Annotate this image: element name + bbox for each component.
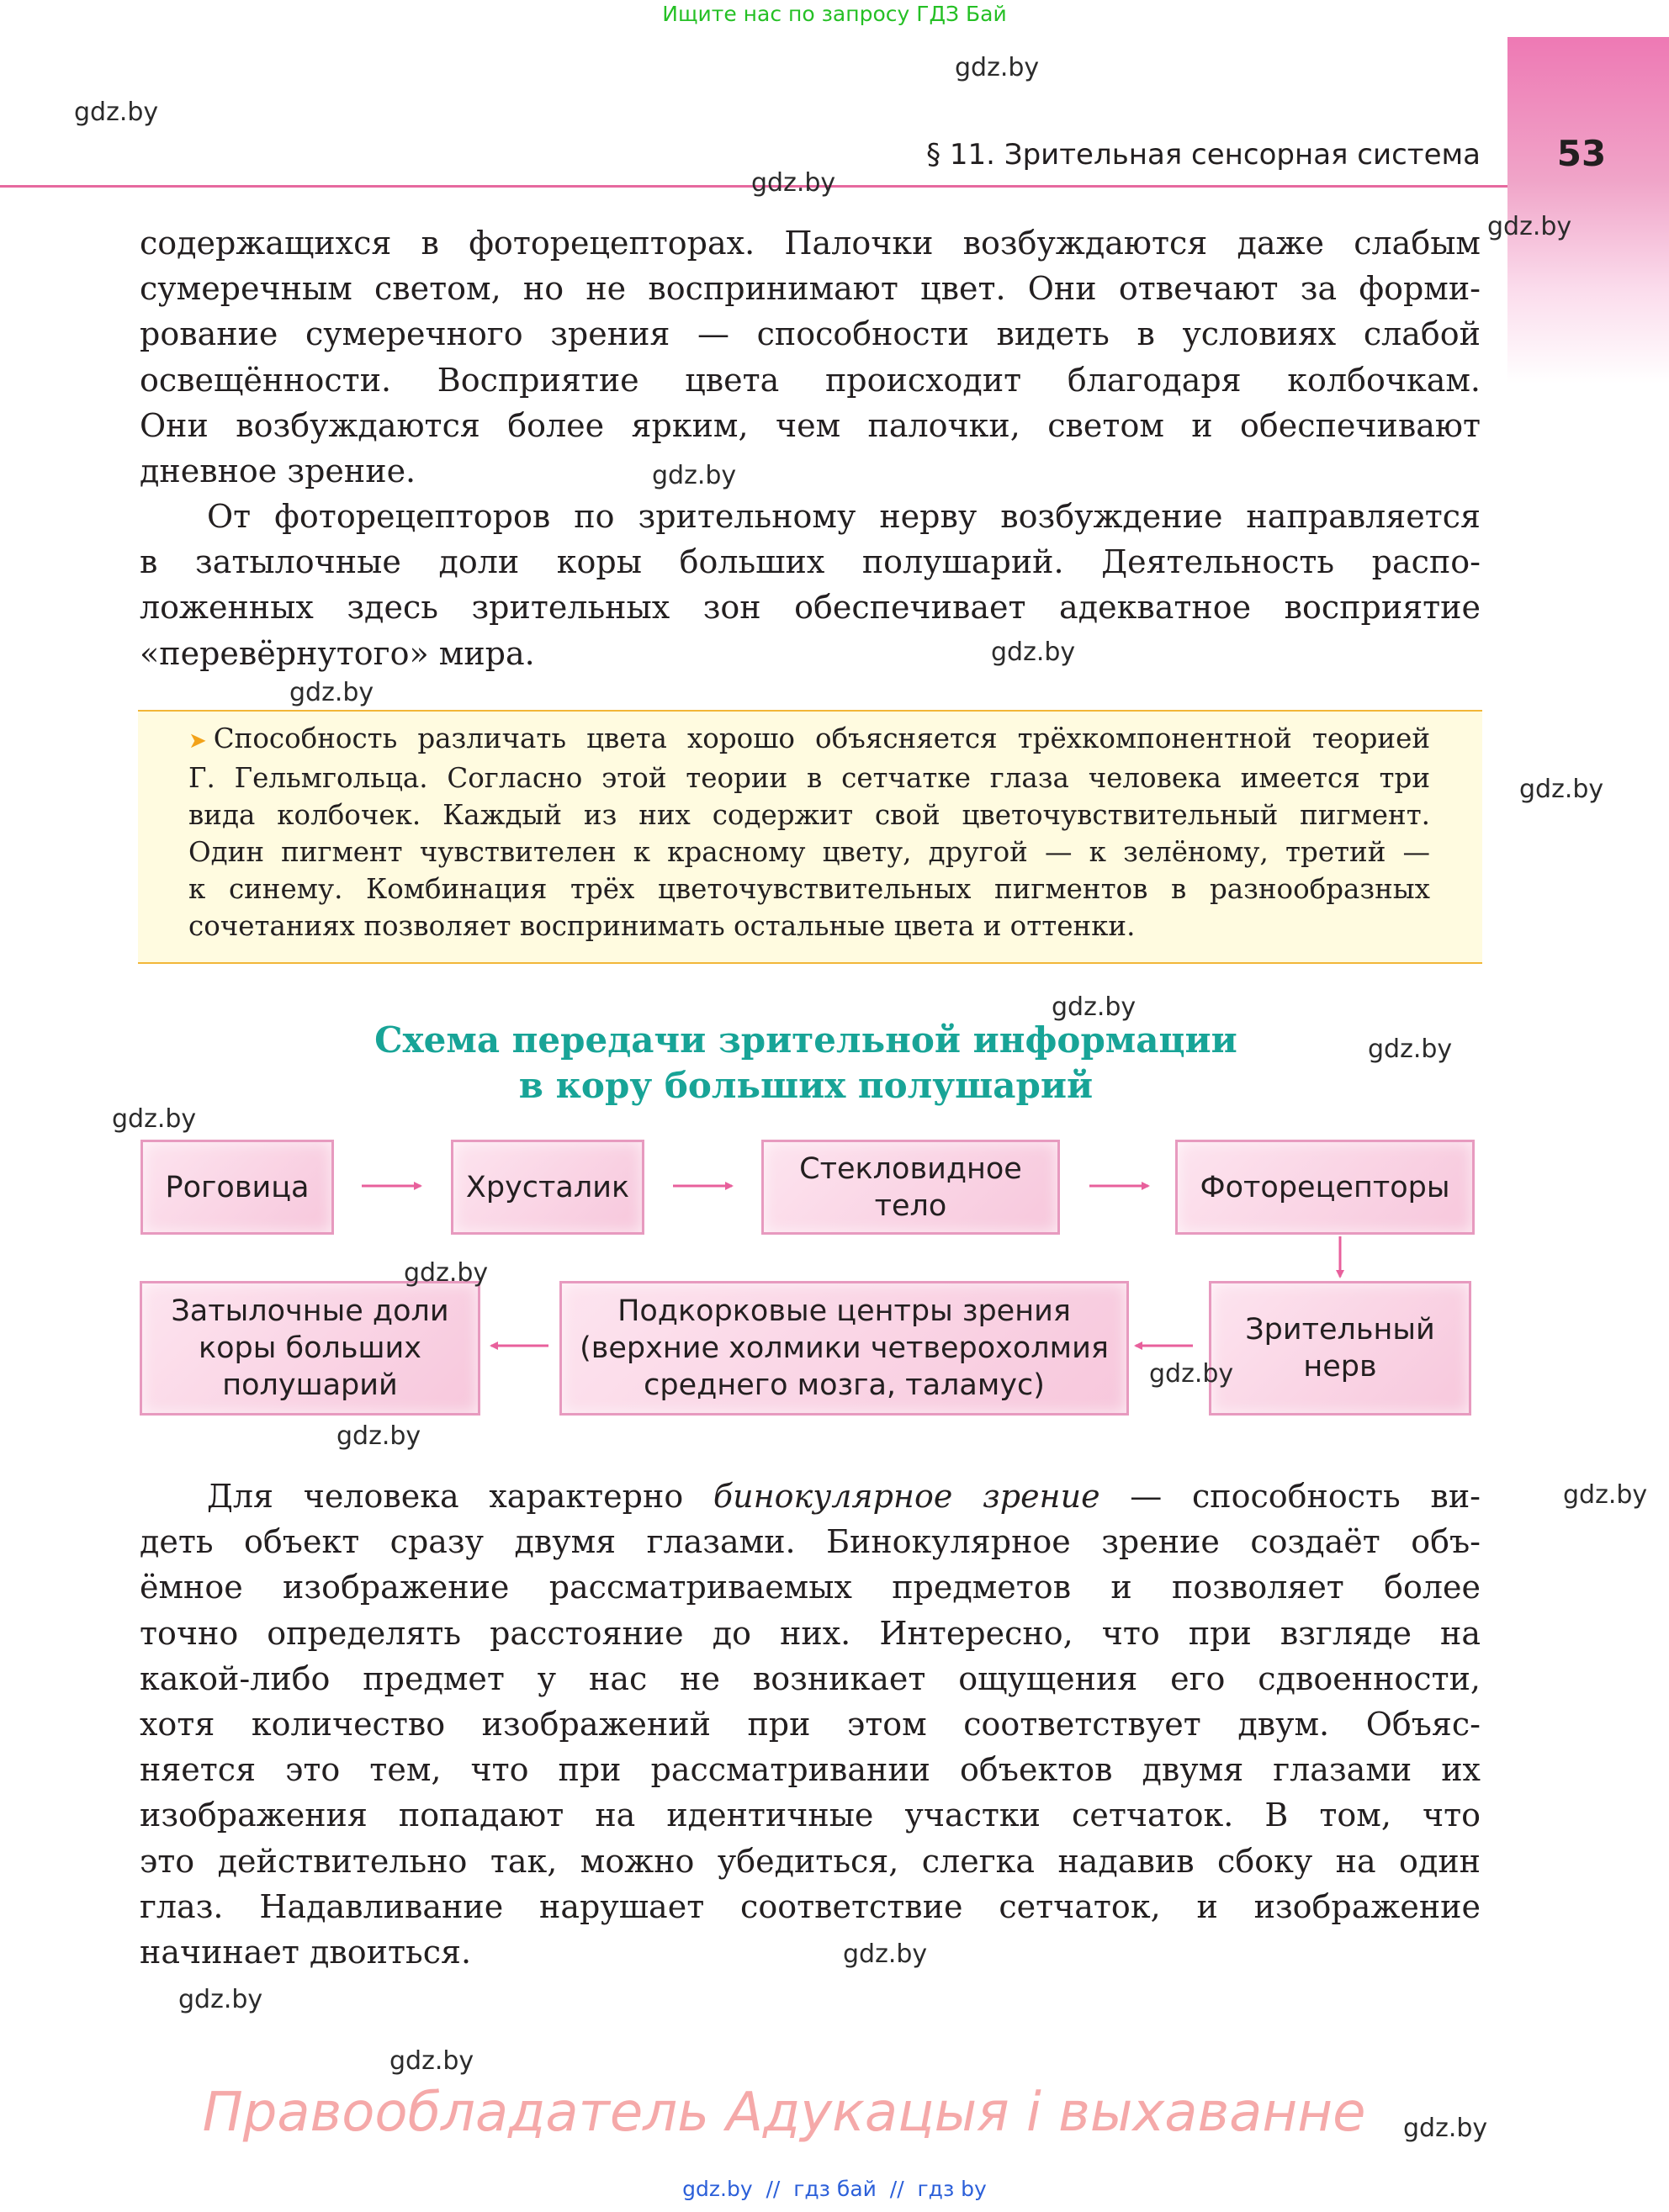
node-label: Хрусталик (465, 1170, 630, 1204)
text-line: Они возбуждаются более ярким, чем палочки, светом и обеспечивают (140, 406, 1481, 444)
node-label: среднего мозга, таламус) (644, 1368, 1045, 1402)
text-line: содержащихся в фоторецепторах. Палочки возбуждаются даже слабым (140, 225, 1481, 262)
note-line: Г. Гельмгольца. Согласно этой теории в сетчатке глаза человека имеется три (188, 762, 1430, 794)
top-banner[interactable]: Ищите нас по запросу ГДЗ Бай (662, 2, 1007, 26)
text-line: изображения попадают на идентичные участки сетчаток. В том, что (140, 1797, 1481, 1834)
text-line: деть объект сразу двумя глазами. Бинокулярное зрение создаёт объ- (140, 1523, 1481, 1561)
note-line-text: Способность различать цвета хорошо объясняется трёхкомпонентной теорией (213, 722, 1430, 754)
text-line: точно определять расстояние до них. Интересно, что при взгляде на (140, 1614, 1481, 1652)
text-line: это действительно так, можно убедиться, слегка надавив сбоку на один (140, 1842, 1481, 1880)
watermark: gdz.by (843, 1939, 928, 1969)
note-line: Один пигмент чувствителен к красному цвету, другой — к зелёному, третий — (188, 836, 1430, 868)
watermark: gdz.by (336, 1421, 421, 1451)
note-line: вида колбочек. Каждый из них содержит свой цветочувствительный пигмент. (188, 799, 1430, 831)
watermark: gdz.by (1052, 992, 1137, 1022)
text-line: в затылочные доли коры больших полушарий. Деятельность распо- (140, 543, 1481, 581)
watermark: gdz.by (389, 2046, 474, 2076)
diagram-title-line: в кору больших полушарий (518, 1065, 1094, 1106)
node-label: Фоторецепторы (1200, 1170, 1450, 1204)
node-label: Подкорковые центры зрения (617, 1294, 1071, 1328)
paragraph-3 (140, 1474, 1481, 1975)
node-label: коры больших (198, 1331, 421, 1365)
node-label: полушарий (222, 1368, 398, 1402)
note-arrow-icon: ➤ (188, 728, 207, 754)
watermark: gdz.by (1487, 212, 1572, 241)
note-line: сочетаниях позволяет воспринимать остальные цвета и оттенки. (188, 910, 1136, 942)
text-line: хотя количество изображений при этом соответствует двум. Объяс- (140, 1706, 1481, 1744)
watermark: gdz.by (1563, 1480, 1648, 1510)
term-binocular-vision: бинокулярное зрение (713, 1478, 1100, 1515)
text-line: От фоторецепторов по зрительному нерву возбуждение направляется (207, 498, 1481, 535)
note-line: к синему. Комбинация трёх цветочувствительных пигментов в разнообразных (188, 873, 1430, 905)
text-segment: — способность ви- (1099, 1478, 1481, 1515)
text-line (140, 1474, 1481, 1519)
copyright-credit: Правообладатель Адукацыя і выхаванне (202, 2082, 1366, 2144)
watermark: gdz.by (1149, 1359, 1234, 1389)
watermark: gdz.by (289, 678, 374, 707)
text-line: сумеречным светом, но не воспринимают цвет. Они отвечают за форми- (140, 270, 1481, 308)
text-line: няется это тем, что при рассматривании объектов двумя глазами их (140, 1751, 1481, 1789)
watermark: gdz.by (1519, 775, 1604, 804)
watermark: gdz.by (1368, 1035, 1453, 1064)
node-label: Роговица (165, 1170, 310, 1204)
node-label: нерв (1303, 1350, 1377, 1384)
text-line: какой-либо предмет у нас не возникает ощущения его сдвоенности, (140, 1659, 1481, 1697)
text-line: дневное зрение. (140, 452, 416, 490)
text-line: ёмное изображение рассматриваемых предметов и позволяет более (140, 1569, 1481, 1606)
node-label: тело (874, 1188, 947, 1223)
text-segment: Для человека характерно (207, 1478, 713, 1515)
watermark: gdz.by (991, 638, 1076, 667)
watermark: gdz.by (1403, 2114, 1488, 2143)
node-label: Зрительный (1245, 1313, 1435, 1347)
text-line: освещённости. Восприятие цвета происходит благодаря колбочкам. (140, 361, 1481, 399)
watermark: gdz.by (178, 1985, 263, 2014)
text-line: рование сумеречного зрения — способности видеть в условиях слабой (140, 315, 1481, 353)
text-line: начинает двоиться. (140, 1934, 472, 1971)
watermark: gdz.by (652, 461, 737, 490)
diagram-title-line: Схема передачи зрительной информации (374, 1019, 1237, 1061)
text-line: ложенных здесь зрительных зон обеспечивает адекватное восприятие (140, 589, 1481, 627)
watermark: gdz.by (74, 98, 159, 127)
watermark: gdz.by (955, 53, 1040, 82)
page-number: 53 (1556, 133, 1607, 174)
running-head: § 11. Зрительная сенсорная система (926, 138, 1481, 172)
watermark: gdz.by (112, 1104, 197, 1134)
text-line: глаз. Надавливание нарушает соответствие сетчаток, и изображение (140, 1887, 1481, 1925)
node-label: Стекловидное (799, 1151, 1022, 1186)
watermark: gdz.by (404, 1258, 489, 1288)
text-line: «перевёрнутого» мира. (140, 634, 535, 672)
node-label: (верхние холмики четверохолмия (580, 1331, 1109, 1365)
bottom-links[interactable]: gdz.by // гдз бай // гдз by (682, 2177, 987, 2201)
watermark: gdz.by (751, 168, 836, 198)
node-label: Затылочные доли (171, 1294, 449, 1328)
